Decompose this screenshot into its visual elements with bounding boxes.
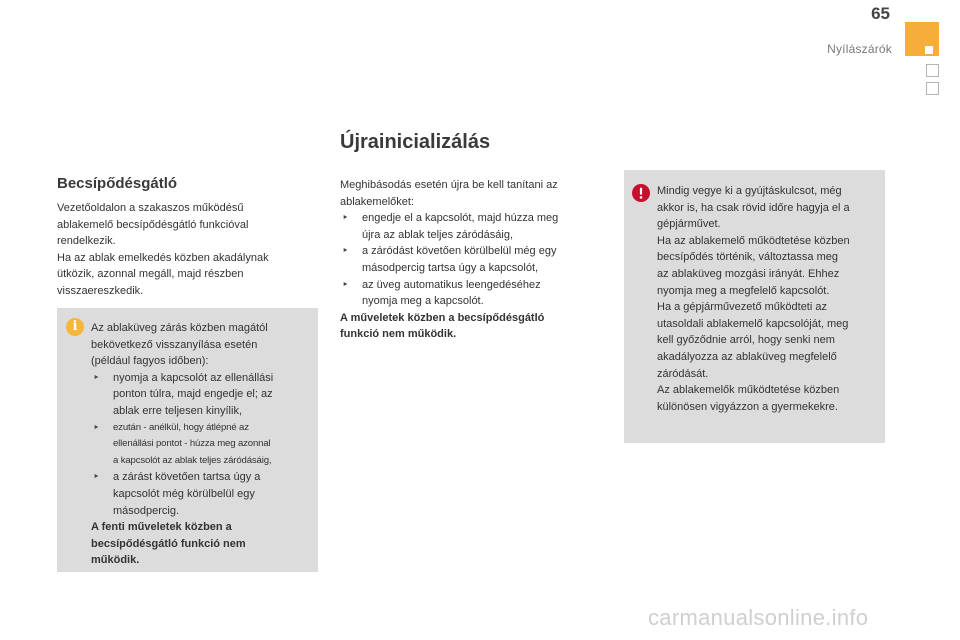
text-line: újra az ablak teljes záródásáig, — [362, 228, 514, 241]
text-line: záródását. — [657, 367, 709, 380]
bullet-item — [91, 420, 313, 470]
text-line: nyomja meg a kapcsolót. — [362, 295, 484, 308]
text-line: a kapcsolót az ablak teljes záródásáig, — [113, 454, 272, 466]
text-line: akadályozza az ablaküveg megfelelő — [657, 350, 837, 363]
text-line: becsípődésgátló funkció nem — [91, 537, 246, 550]
bullet-item — [340, 210, 605, 243]
chapter-tab-empty — [926, 64, 939, 77]
text-line: Az ablakemelők működtetése közben — [657, 384, 840, 397]
text-line: Az ablaküveg zárás közben magától — [91, 322, 268, 334]
bullet-item — [340, 243, 605, 276]
text-line: bekövetkező visszanyílása esetén — [91, 338, 258, 351]
text-line: Mindig vegye ki a gyújtáskulcsot, még — [657, 185, 842, 197]
bullet-item — [91, 370, 313, 420]
text-line: ‣ engedje el a kapcsolót, majd húzza meg — [362, 212, 559, 225]
bullet-item — [340, 277, 605, 310]
left-section-title: Becsípődésgátló — [57, 175, 178, 192]
text-line: gépjárművet. — [657, 218, 721, 231]
text-line: Ha a gépjárművezető működteti az — [657, 301, 827, 314]
text-line: rendelkezik. — [57, 235, 116, 248]
text-line: ‣ ezután - anélkül, hogy átlépné az — [113, 421, 249, 433]
text-line: utasoldali ablakemelő kapcsolóját, meg — [657, 317, 849, 330]
text-line: ‣ nyomja a kapcsolót az ellenállási — [113, 371, 274, 384]
text-line: ablakemelőket: — [340, 195, 414, 208]
text-line: Meghibásodás esetén újra be kell tanítani az — [340, 179, 558, 191]
main-title: Újrainicializálás — [340, 131, 491, 153]
text-line: becsípődés történik, változtassa meg — [657, 251, 838, 264]
watermark: carmanualsonline.info — [648, 605, 869, 630]
section-name: Nyílászárók — [827, 42, 892, 56]
chapter-tab-empty — [926, 82, 939, 95]
chapter-tab-active — [905, 22, 939, 56]
text-line: ellenállási pontot - húzza meg azonnal — [113, 438, 271, 450]
text-line: kapcsolót még körülbelül egy — [113, 487, 255, 500]
info-box-text — [91, 320, 313, 569]
text-line: ablak erre teljesen kinyílik, — [113, 404, 243, 417]
page-number: 65 — [871, 4, 890, 23]
text-line: (például fagyos időben): — [91, 355, 209, 368]
text-line: ütközik, azonnal megáll, majd részben — [57, 268, 244, 281]
text-line: ponton túlra, majd engedje el; az — [113, 388, 273, 401]
text-line: Ha az ablak emelkedés közben akadálynak — [57, 251, 269, 264]
text-line: ‣ a záródást követően körülbelül még egy — [362, 245, 557, 258]
text-line: működik. — [91, 554, 140, 567]
text-line: nyomja meg a megfelelő kapcsolót. — [657, 284, 830, 297]
text-line: különösen vigyázzon a gyermekekre. — [657, 400, 838, 413]
warning-box-text — [657, 183, 881, 415]
left-paragraph — [57, 200, 319, 300]
info-icon: i — [66, 318, 84, 336]
text-line: visszaereszkedik. — [57, 284, 144, 297]
text-line: funkció nem működik. — [340, 328, 457, 341]
text-line: ablakemelő becsípődésgátló funkcióval — [57, 218, 249, 231]
text-line: ‣ az üveg automatikus leengedéséhez — [362, 278, 541, 291]
text-line: A műveletek közben a becsípődésgátló — [340, 311, 545, 324]
bullet-item — [91, 469, 313, 519]
tab-dot-icon — [925, 46, 933, 54]
middle-paragraph — [340, 177, 605, 343]
text-line: akkor is, ha csak rövid időre hagyja el a — [657, 201, 850, 214]
text-line: A fenti műveletek közben a — [91, 521, 232, 534]
text-line: másodpercig. — [113, 504, 180, 517]
text-line: Vezetőoldalon a szakaszos működésű — [57, 202, 244, 214]
text-line: kell győződnie arról, hogy senki nem — [657, 334, 835, 347]
text-line: ‣ a zárást követően tartsa úgy a — [113, 471, 261, 484]
text-line: másodpercig tartsa úgy a kapcsolót, — [362, 261, 539, 274]
text-line: az ablaküveg mozgási irányát. Ehhez — [657, 267, 840, 280]
warning-icon — [632, 184, 650, 202]
text-line: Ha az ablakemelő működtetése közben — [657, 234, 850, 247]
